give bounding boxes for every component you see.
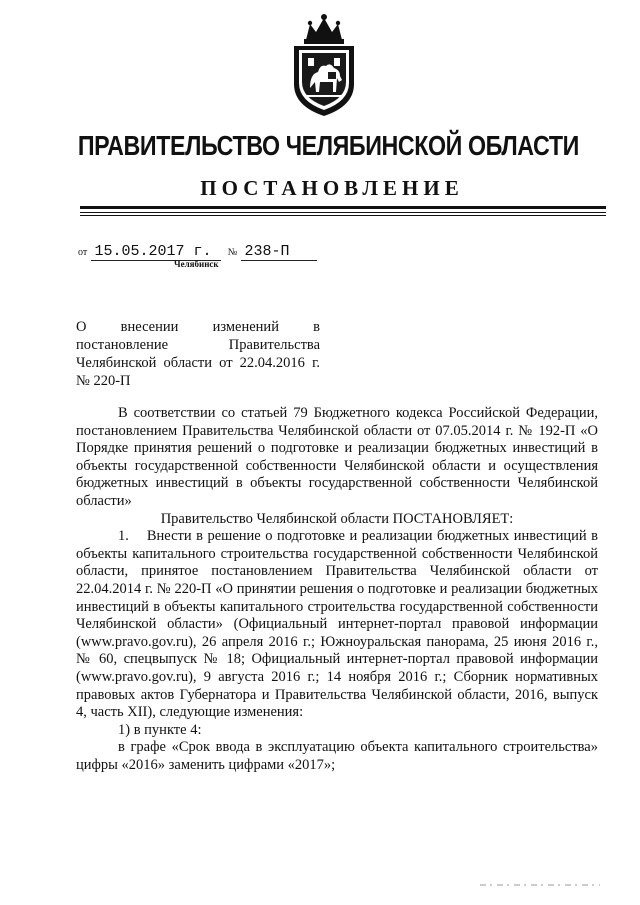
document-subject: О внесении изменений в постановление Правительства Челябинской области от 22.04.2016 г. № 220-П [76,319,320,389]
document-city: Челябинск [174,259,219,269]
document-number: 238-П [241,243,317,261]
document-body [76,405,598,774]
body-paragraph-subitem-1: 1) в пункте 4: [118,721,202,738]
chelyabinsk-coat-of-arms-icon [284,10,364,118]
scan-marks [480,884,600,887]
body-paragraph-change: в графе «Срок ввода в эксплуатацию объекта капитального строительства» цифры «2016» заменить цифрами «2017»; [76,739,598,773]
government-name: ПРАВИТЕЛЬСТВО ЧЕЛЯБИНСКОЙ ОБЛАСТИ [77,130,579,161]
header-rule-thin [80,212,606,213]
date-prefix: от [78,247,88,258]
body-paragraph-basis: В соответствии со статьей 79 Бюджетного кодекса Российской Федерации, постановлением Правительства Челябинской области от 07.05.2014 г. № 192-П «О Порядке принятия решений о подготовке и реализации бюджетных инвестиций в объекты государственной собственности Челябинской области и осуществления бюджетных инвестиций в объекты государственной собственности Челябинской области» [76,405,598,509]
document-type: ПОСТАНОВЛЕНИЕ [200,176,464,200]
document-date: 15.05.2017 г. [91,243,221,261]
header-rule-thin-2 [80,215,606,216]
number-prefix: № [227,247,238,258]
body-paragraph-item-1: 1. Внести в решение о подготовке и реализации бюджетных инвестиций в объекты капитального строительства государственной собственности Челябинской области, принятое постановлением Правительства Челябинской области от 22.04.2014 г. № 220-П «О принятии решения о подготовке и реализации бюджетных инвестиций в объекты капитального строительства государственной собственности Челябинской области» (Официальный интернет-портал правовой информации (www.pravo.gov.ru), 26 апреля 2016 г.; Южноуральская панорама, 25 июня 2016 г., № 60, спецвыпуск № 18; Официальный интернет-портал правовой информации (www.pravo.gov.ru), 9 августа 2016 г.; 14 ноября 2016 г.; Сборник нормативных правовых актов Губернатора и Правительства Челябинской области, 2016, выпуск 4, часть XII), следующие изменения: [76,528,598,721]
body-paragraph-resolves: Правительство Челябинской области ПОСТАНОВЛЯЕТ: [160,510,514,527]
header-rule-thick [80,206,606,209]
